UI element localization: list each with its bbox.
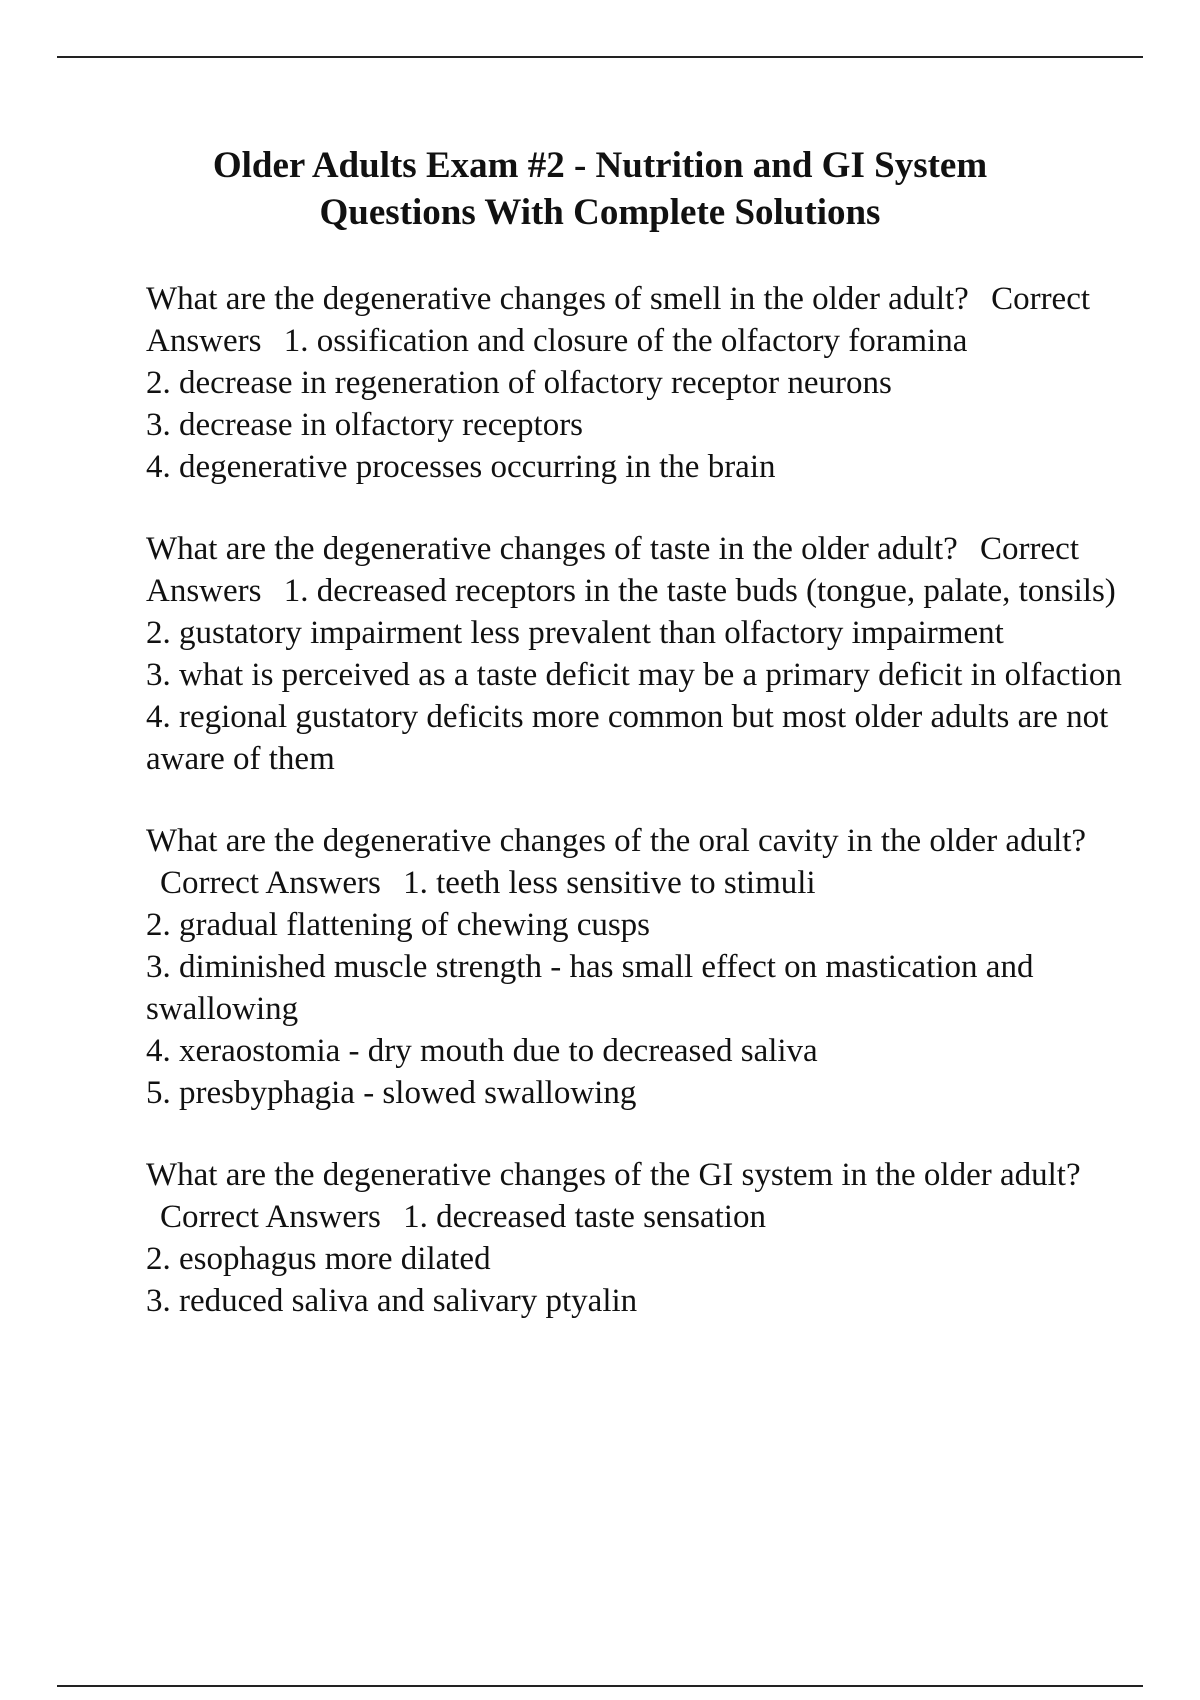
correct-answers-label: Correct Answers: [160, 865, 381, 901]
answer-line: 1. decreased taste sensation: [403, 1199, 766, 1235]
qa-paragraph: [146, 820, 1146, 904]
answer-line: 2. esophagus more dilated: [146, 1241, 491, 1277]
qa-item-gi-system: [146, 1154, 1146, 1322]
page-title: [60, 142, 1140, 236]
answer-line: 1. decreased receptors in the taste buds (tongue, palate, tonsils): [283, 573, 1116, 609]
title-line-1: Older Adults Exam #2 - Nutrition and GI System: [212, 145, 988, 186]
qa-paragraph: [146, 278, 1146, 362]
qa-item-taste: [146, 528, 1146, 780]
question-text: What are the degenerative changes of the oral cavity in the older adult?: [146, 823, 1087, 859]
correct-answers-label: Correct Answers: [146, 281, 1091, 359]
answer-line: 3. reduced saliva and salivary ptyalin: [146, 1283, 638, 1319]
correct-answers-label: Correct Answers: [146, 531, 1079, 609]
title-line-2: Questions With Complete Solutions: [319, 192, 881, 233]
bottom-rule: [57, 1685, 1143, 1687]
answer-line: 2. gradual flattening of chewing cusps: [146, 907, 651, 943]
answer-line: 2. decrease in regeneration of olfactory receptor neurons: [146, 365, 892, 401]
answer-line: 1. teeth less sensitive to stimuli: [403, 865, 816, 901]
question-text: What are the degenerative changes of smell in the older adult?: [146, 281, 969, 317]
answer-line: 4. xeraostomia - dry mouth due to decreased saliva: [146, 1033, 818, 1069]
question-text: What are the degenerative changes of the GI system in the older adult?: [146, 1157, 1081, 1193]
answer-line: 5. presbyphagia - slowed swallowing: [146, 1075, 637, 1111]
answer-line: 3. diminished muscle strength - has small effect on mastication and swallowing: [146, 949, 1034, 1027]
answer-line: 3. what is perceived as a taste deficit may be a primary deficit in olfaction: [146, 657, 1122, 693]
answer-line: 1. ossification and closure of the olfactory foramina: [283, 323, 968, 359]
top-rule: [57, 56, 1143, 58]
correct-answers-label: Correct Answers: [160, 1199, 381, 1235]
qa-item-oral-cavity: [146, 820, 1146, 1114]
qa-list: [146, 278, 1146, 1362]
answer-line: 2. gustatory impairment less prevalent than olfactory impairment: [146, 615, 1004, 651]
qa-paragraph: [146, 528, 1146, 612]
qa-paragraph: [146, 1154, 1146, 1238]
qa-item-smell: [146, 278, 1146, 488]
question-text: What are the degenerative changes of taste in the older adult?: [146, 531, 958, 567]
answer-line: 4. regional gustatory deficits more common but most older adults are not aware of them: [146, 699, 1109, 777]
answer-line: 3. decrease in olfactory receptors: [146, 407, 584, 443]
answer-line: 4. degenerative processes occurring in the brain: [146, 449, 776, 485]
